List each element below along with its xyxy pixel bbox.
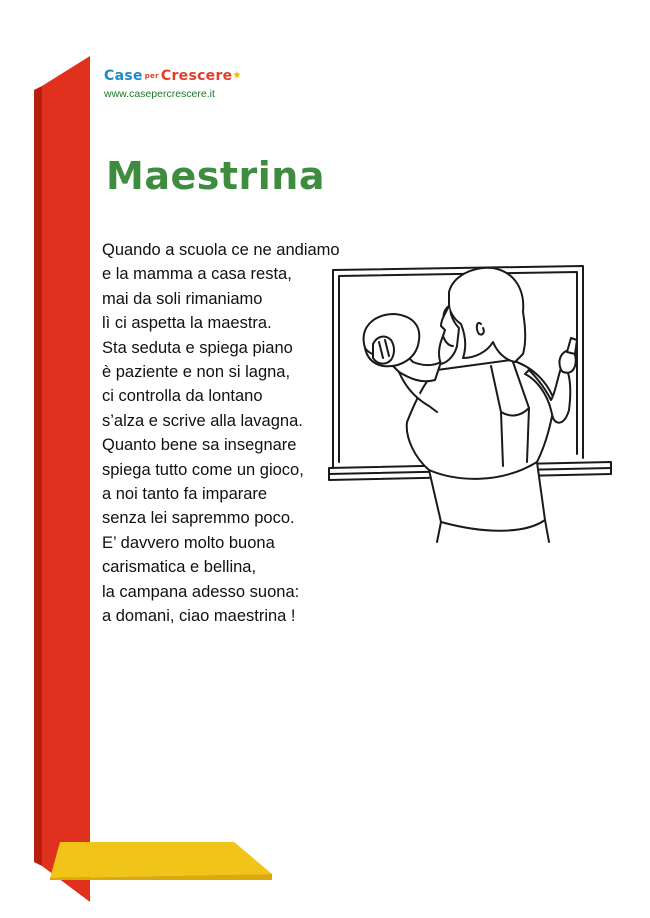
page-title: Maestrina xyxy=(106,154,325,198)
poem-line: carismatica e bellina, xyxy=(102,558,257,577)
teacher-blackboard-illustration xyxy=(325,262,625,544)
brand-block xyxy=(104,66,264,106)
brand-logo[interactable] xyxy=(104,66,264,86)
poem-line: a noi tanto fa imparare xyxy=(102,485,268,504)
poem-line: s’alza e scrive alla lavagna. xyxy=(102,411,303,430)
poem-line: mai da soli rimaniamo xyxy=(102,289,263,308)
poem-line: spiega tutto come un gioco, xyxy=(102,460,304,479)
poem-line: senza lei sapremmo poco. xyxy=(102,509,295,528)
poem-line: Quando a scuola ce ne andiamo xyxy=(102,241,340,259)
brand-logo-word-crescere: Crescere xyxy=(160,68,233,84)
poem-line: la campana adesso suona: xyxy=(102,582,300,601)
brand-logo-word-per: per xyxy=(144,72,159,80)
poem-line: a domani, ciao maestrina ! xyxy=(102,607,296,626)
poem-line: Sta seduta e spiega piano xyxy=(102,338,293,357)
brand-logo-word-case: Case xyxy=(104,68,143,84)
poem-line: Quanto bene sa insegnare xyxy=(102,436,297,455)
poem-line: ci controlla da lontano xyxy=(102,387,263,406)
teacher-head xyxy=(439,268,525,364)
brand-star-icon: ★ xyxy=(232,70,242,81)
poem-line: e la mamma a casa resta, xyxy=(102,265,292,284)
poem-line: è paziente e non si lagna, xyxy=(102,363,291,382)
poem-line: E’ davvero molto buona xyxy=(102,533,275,552)
teacher-figure xyxy=(388,338,577,531)
yellow-decorative-band xyxy=(50,840,272,880)
red-decorative-band xyxy=(34,56,90,902)
poem-line: lì ci aspetta la maestra. xyxy=(102,314,272,333)
hand-on-sponge xyxy=(373,337,394,364)
brand-url[interactable]: www.casepercrescere.it xyxy=(104,88,215,100)
